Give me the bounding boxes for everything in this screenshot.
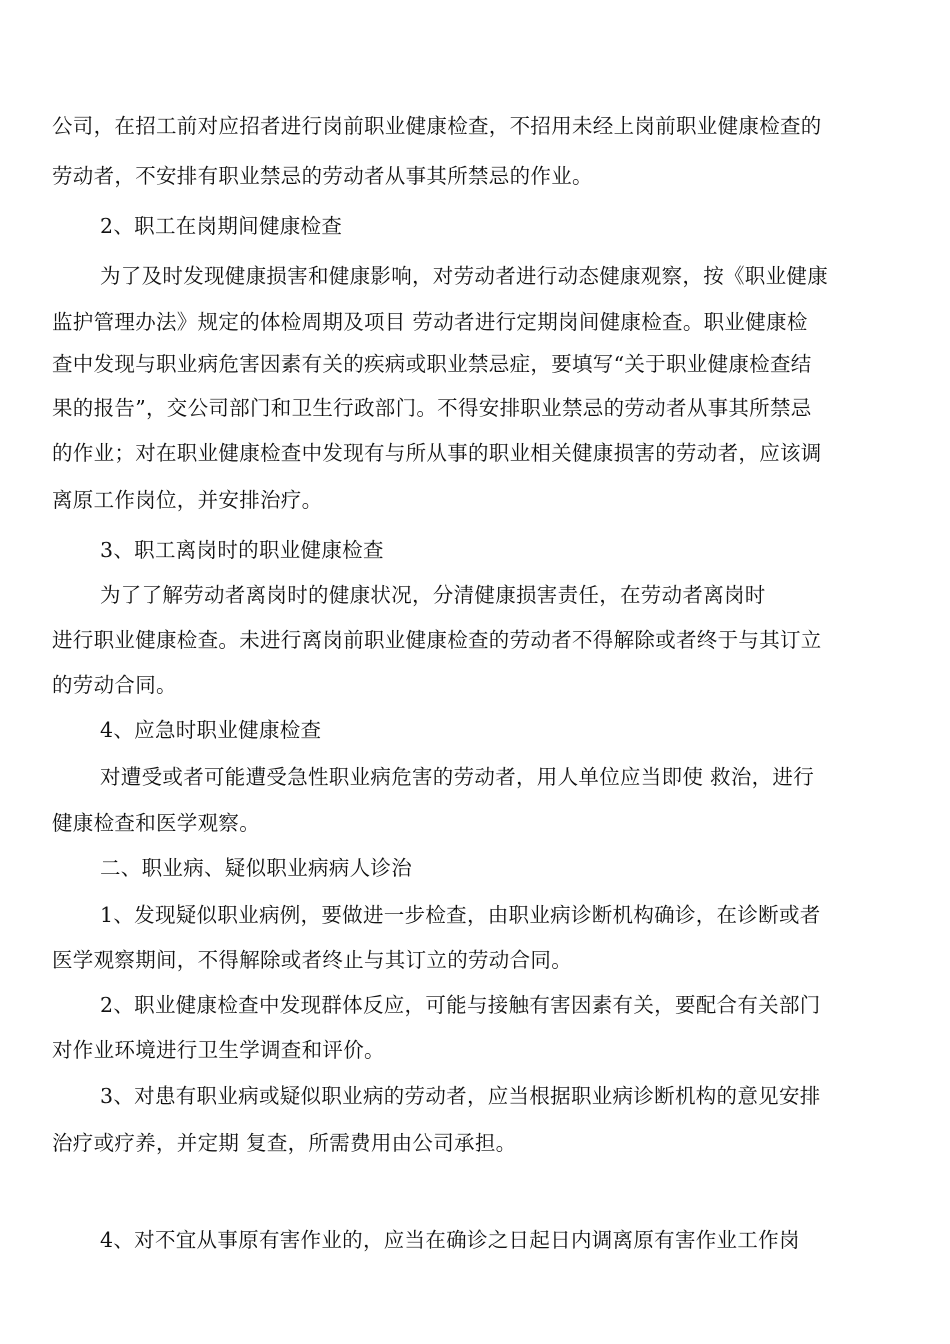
body-text-line: 劳动者，不安排有职业禁忌的劳动者从事其所禁忌的作业。 (52, 164, 593, 188)
body-text-line: 3、对患有职业病或疑似职业病的劳动者，应当根据职业病诊断机构的意见安排 (100, 1084, 821, 1108)
section-heading: 3、职工离岗时的职业健康检查 (100, 538, 384, 562)
body-text-line: 对遭受或者可能遭受急性职业病危害的劳动者，用人单位应当即使 救治，进行 (100, 765, 815, 789)
body-text-line: 果的报告”，交公司部门和卫生行政部门。不得安排职业禁忌的劳动者从事其所禁忌 (52, 396, 812, 420)
body-text-line: 为了了解劳动者离岗时的健康状况，分清健康损害责任，在劳动者离岗时 (100, 583, 766, 607)
body-text-line: 对作业环境进行卫生学调查和评价。 (52, 1038, 385, 1062)
body-text-line: 医学观察期间，不得解除或者终止与其订立的劳动合同。 (52, 948, 572, 972)
body-text-line: 4、对不宜从事原有害作业的，应当在确诊之日起日内调离原有害作业工作岗 (100, 1228, 800, 1252)
body-text-line: 治疗或疗养，并定期 复查，所需费用由公司承担。 (52, 1131, 517, 1155)
body-text-line: 健康检查和医学观察。 (52, 811, 260, 835)
body-text-line: 2、职业健康检查中发现群体反应，可能与接触有害因素有关，要配合有关部门 (100, 993, 821, 1017)
body-text-line: 的劳动合同。 (52, 673, 177, 697)
section-heading: 2、职工在岗期间健康检查 (100, 214, 343, 238)
body-text-line: 进行职业健康检查。未进行离岗前职业健康检查的劳动者不得解除或者终于与其订立 (52, 628, 822, 652)
section-heading: 4、应急时职业健康检查 (100, 718, 322, 742)
body-text-line: 离原工作岗位，并安排治疗。 (52, 488, 323, 512)
body-text-line: 公司，在招工前对应招者进行岗前职业健康检查，不招用未经上岗前职业健康检查的 (52, 114, 822, 138)
body-text-line: 查中发现与职业病危害因素有关的疾病或职业禁忌症，要填写“关于职业健康检查结 (52, 352, 812, 376)
body-text-line: 为了及时发现健康损害和健康影响，对劳动者进行动态健康观察，按《职业健康 (100, 264, 828, 288)
section-heading: 二、职业病、疑似职业病病人诊治 (100, 856, 412, 880)
body-text-line: 的作业；对在职业健康检查中发现有与所从事的职业相关健康损害的劳动者，应该调 (52, 441, 822, 465)
body-text-line: 监护管理办法》规定的体检周期及项目 劳动者进行定期岗间健康检查。职业健康检 (52, 310, 808, 334)
body-text-line: 1、发现疑似职业病例，要做进一步检查，由职业病诊断机构确诊，在诊断或者 (100, 903, 821, 927)
